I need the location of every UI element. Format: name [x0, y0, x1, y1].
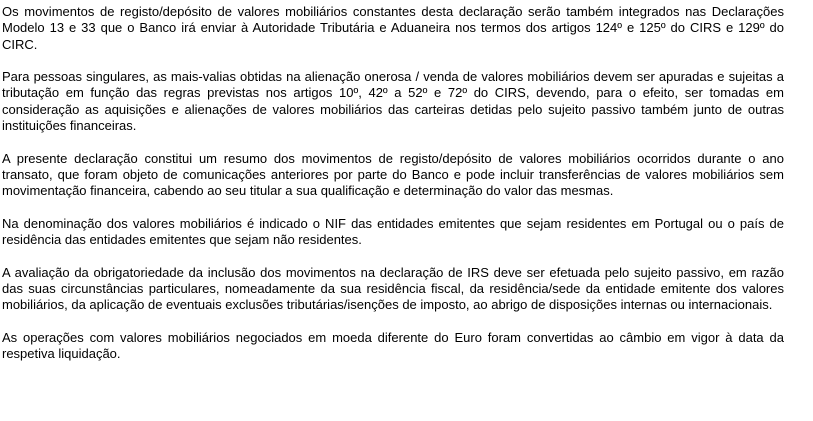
- paragraph-moeda-cambio: As operações com valores mobiliários negociados em moeda diferente do Euro foram convertidas ao câmbio em vigor à data da respetiva liquidação.: [2, 329, 784, 362]
- paragraph-denominacao-nif: Na denominação dos valores mobiliários é indicado o NIF das entidades emitentes que sejam residentes em Portugal ou o país de residência das entidades emitentes que sejam não residentes.: [2, 215, 784, 248]
- paragraph-resumo-movimentos: A presente declaração constitui um resumo dos movimentos de registo/depósito de valores mobiliários ocorridos durante o ano transato, que foram objeto de comunicações anteriores por parte do Banco e pode incluir transferências de valores mobiliários sem movimentação financeira, cabendo ao seu titular a sua qualificação e determinação do valor das mesmas.: [2, 150, 784, 199]
- paragraph-mais-valias: Para pessoas singulares, as mais-valias obtidas na alienação onerosa / venda de valores mobiliários devem ser apuradas e sujeitas a tributação em função das regras previstas nos artigos 10º, 42º a 52º e 72º do CIRS, devendo, para o efeito, ser tomadas em consideração as aquisições e alienações de valores mobiliários das carteiras detidas pelo sujeito passivo também junto de outras instituições financeiras.: [2, 69, 784, 134]
- paragraph-modelo-13-33: Os movimentos de registo/depósito de valores mobiliários constantes desta declaração serão também integrados nas Declarações Modelo 13 e 33 que o Banco irá enviar à Autoridade Tributária e Aduaneira nos termos dos artigos 124º e 125º do CIRS e 129º do CIRC.: [2, 4, 784, 52]
- document-body: [2, 4, 784, 363]
- paragraph-obrigatoriedade-irs: A avaliação da obrigatoriedade da inclusão dos movimentos na declaração de IRS deve ser efetuada pelo sujeito passivo, em razão das suas circunstâncias particulares, nomeadamente da sua residência fiscal, da residência/sede da entidade emitente dos valores mobiliários, da aplicação de eventuais exclusões tributárias/isenções de imposto, ao abrigo de disposições internas ou internacionais.: [2, 264, 784, 313]
